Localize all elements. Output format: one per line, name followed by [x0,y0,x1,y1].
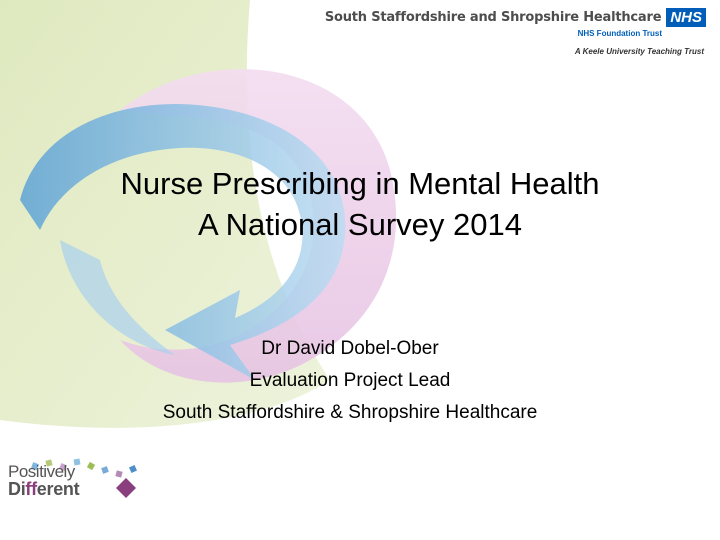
foundation-trust-label: NHS Foundation Trust [577,29,662,38]
logo-word-different [8,479,79,500]
trust-name: South Staffordshire and Shropshire Healthcare [324,10,662,25]
slide-subtitle [60,333,640,429]
nhs-logo: NHS [666,8,706,27]
title-line-1: Nurse Prescribing in Mental Health [120,166,600,201]
logo-different-prefix: Di [8,479,26,499]
title-line-2: A National Survey 2014 [198,207,522,242]
logo-different-suffix: erent [36,479,80,499]
logo-different-accent: ff [25,479,37,499]
teaching-trust-tagline: A Keele University Teaching Trust [574,47,704,56]
author-name: Dr David Dobel-Ober [261,338,439,359]
logo-word-positively: Positively [8,462,75,481]
author-role: Evaluation Project Lead [249,370,451,391]
slide-title [60,163,660,245]
trust-header [325,8,706,56]
author-organisation: South Staffordshire & Shropshire Healthcare [162,402,538,423]
